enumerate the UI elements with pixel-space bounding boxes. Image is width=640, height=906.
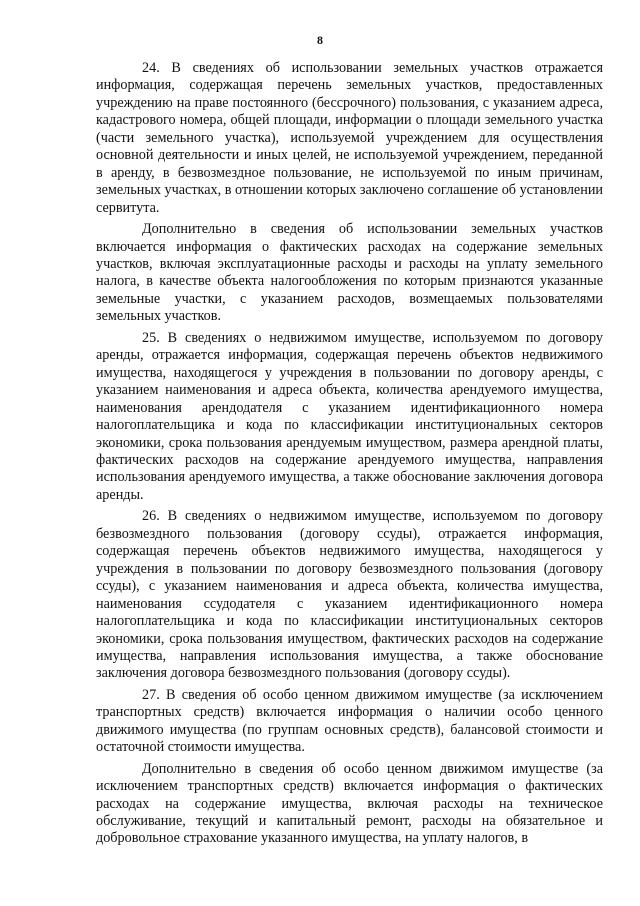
paragraph-land-plots-expenses: Дополнительно в сведения об использовании земельных участков включается информация о фактических расходах на содержание земельных участков, включая эксплуатационные расходы и расходы на уплату земельного налога, в качестве объекта налогообложения по которым признаются указанные земельные участки, с указанием расходов, возмещаемых пользователями земельных участков. — [96, 221, 603, 325]
paragraph-27-valuable-movable-property: 27. В сведения об особо ценном движимом имуществе (за исключением транспортных средств) включается информация о наличии особо ценного движимого имущества (по группам основных средств), балансовой стоимости и остаточной стоимости имущества. — [96, 686, 603, 756]
page-number: 8 — [317, 33, 323, 47]
paragraph-movable-property-expenses: Дополнительно в сведения об особо ценном движимом имуществе (за исключением транспортных средств) включается информация о фактических расходах на содержание имущества, включая расходы на техническое обслуживание, текущий и капитальный ремонт, расходы на обязательное и добровольное страхование указанного имущества, на уплату налогов, в — [96, 760, 603, 847]
paragraph-24-land-plots: 24. В сведениях об использовании земельных участков отражается информация, содержащая перечень земельных участков, предоставленных учреждению на праве постоянного (бессрочного) пользования, с указанием адреса, кадастрового номера, общей площади, информации о площади земельного участка (части земельного участка), используемой учреждением для осуществления основной деятельности и иных целей, не используемой учреждением, переданной в аренду, в безвозмездное пользование, не используемой по иным причинам, земельных участках, в отношении которых заключено соглашение об установлении сервитута. — [96, 60, 603, 216]
paragraph-25-rented-real-estate: 25. В сведениях о недвижимом имуществе, используемом по договору аренды, отражается информация, содержащая перечень объектов недвижимого имущества, находящегося у учреждения в пользовании по договору аренды, с указанием наименования и адреса объекта, количества арендуемого имущества, наименования арендодателя с указанием идентификационного номера налогоплательщика и кода по классификации институциональных секторов экономики, срока пользования арендуемым имуществом, размера арендной платы, фактических расходов на содержание арендуемого имущества, направления использования арендуемого имущества, а также обоснование заключения договора аренды. — [96, 329, 603, 503]
paragraph-26-free-use-real-estate: 26. В сведениях о недвижимом имуществе, используемом по договору безвозмездного пользования (договору ссуды), отражается информация, содержащая перечень объектов недвижимого имущества, находящегося у учреждения в пользовании по договору безвозмездного пользования (договору ссуды), с указанием наименования и адреса объекта, количества имущества, наименования ссудодателя с указанием идентификационного номера налогоплательщика и кода по классификации институциональных секторов экономики, срока пользования имуществом, фактических расходов на содержание имущества, направления использования имущества, а также обоснование заключения договора безвозмездного пользования (договору ссуды). — [96, 508, 603, 682]
document-body — [96, 60, 603, 852]
